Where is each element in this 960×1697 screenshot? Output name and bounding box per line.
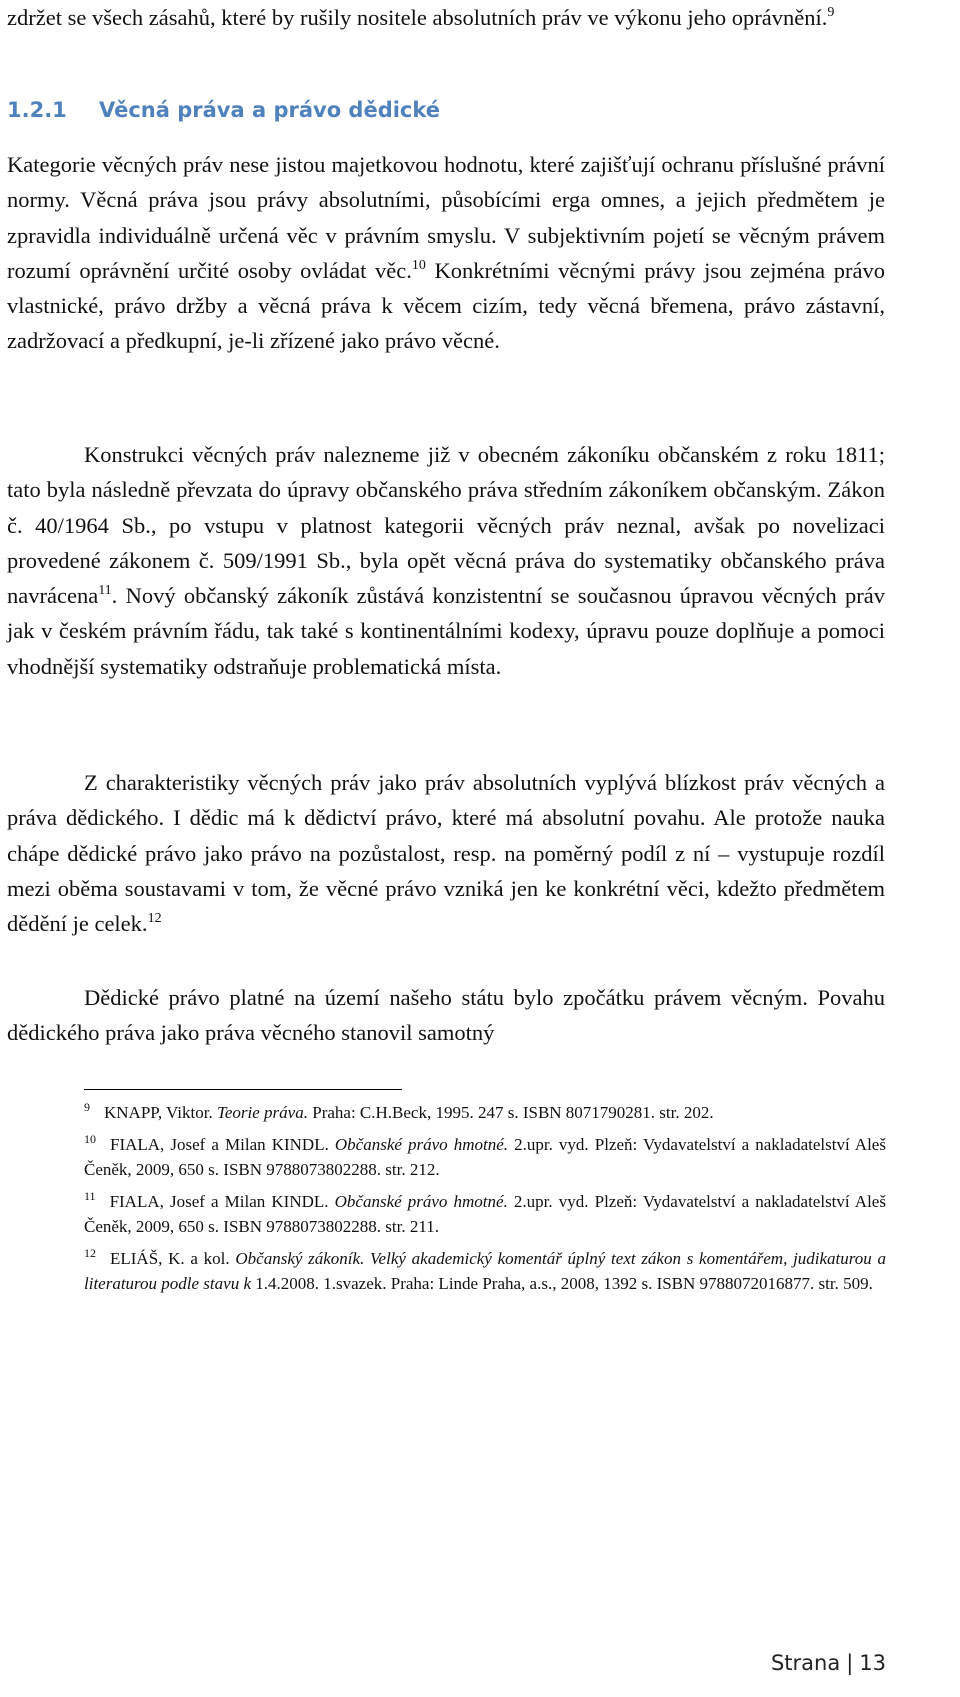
footnote-text: ELIÁŠ, K. a kol. xyxy=(110,1248,236,1268)
page-number: 13 xyxy=(859,1651,886,1675)
footnote-text: Praha: C.H.Beck, 1995. 247 s. ISBN 8071790281. str. 202. xyxy=(307,1103,714,1122)
footnote-number: 12 xyxy=(84,1245,96,1260)
footnote-number: 9 xyxy=(84,1100,90,1114)
footnote-11 xyxy=(84,1189,886,1240)
footnote-number: 10 xyxy=(84,1131,96,1146)
footnote-ref-9[interactable]: 9 xyxy=(827,5,835,20)
footnote-text: 2.upr. vyd. Plzeň: Vydavatelství a nakladatelství Aleš Čeněk, 2009, 650 s. ISBN 9788073802288. str. 212. xyxy=(84,1134,886,1179)
footnote-9 xyxy=(84,1100,886,1126)
page-label: Strana xyxy=(770,1651,841,1675)
footnote-10 xyxy=(84,1132,886,1183)
paragraph-1 xyxy=(7,147,885,359)
footnote-title: Občanské právo hmotné. xyxy=(334,1134,509,1154)
section-title: Věcná práva a právo dědické xyxy=(99,98,441,122)
footnote-number: 11 xyxy=(84,1188,96,1203)
footnote-text: FIALA, Josef a Milan KINDL. xyxy=(110,1134,335,1154)
paragraph-2-text-a: Konstrukci věcných práv nalezneme již v obecném zákoníku občanském z roku 1811; tato byla následně převzata do úpravy občanského práva středním zákoníkem občanským. Zákon č. 40/1964 Sb., po vstupu v platnost kategorii věcných práv neznal, avšak po novelizaci provedené zákonem č. 509/1991 Sb., byla opět věcná práva do systematiky občanského práva navrácena xyxy=(7,442,885,609)
section-number: 1.2.1 xyxy=(7,98,67,122)
footnote-ref-10[interactable]: 10 xyxy=(411,257,426,273)
footnote-ref-12[interactable]: 12 xyxy=(147,911,162,927)
paragraph-2 xyxy=(7,437,885,684)
intro-text: zdržet se všech zásahů, které by rušily nositele absolutních práv ve výkonu jeho oprávnění. xyxy=(7,5,828,30)
paragraph-1-text-a: Kategorie věcných práv nese jistou majetkovou hodnotu, které zajišťují ochranu příslušné právní normy. Věcná práva jsou právy absolutními, působícími erga omnes, a jejich předmětem je zpravidla individuálně určená věc v právním smyslu. V subjektivním pojetí se věcným právem rozumí oprávnění určité osoby ovládat věc. xyxy=(7,152,885,283)
footnote-12 xyxy=(84,1246,886,1297)
footnote-ref-11[interactable]: 11 xyxy=(98,583,112,599)
paragraph-3 xyxy=(7,765,885,941)
footnote-title: Teorie práva. xyxy=(216,1103,308,1122)
paragraph-4-text: Dědické právo platné na území našeho státu bylo zpočátku právem věcným. Povahu dědického práva jako práva věcného stanovil samotný xyxy=(7,985,885,1046)
footnote-text: KNAPP, Viktor. xyxy=(104,1103,217,1122)
section-heading xyxy=(7,92,440,128)
paragraph-3-text: Z charakteristiky věcných práv jako práv absolutních vyplývá blízkost práv věcných a práva dědického. I dědic má k dědictví právo, které má absolutní povahu. Ale protože nauka chápe dědické právo jako právo na pozůstalost, resp. na poměrný podíl z ní – vystupuje rozdíl mezi oběma soustavami v tom, že věcné právo vzniká jen ke konkrétní věci, kdežto předmětem dědění je celek. xyxy=(7,770,885,937)
paragraph-2-text-b: . Nový občanský zákoník zůstává konzistentní se současnou úpravou věcných práv jak v českém právním řádu, tak také s kontinentálními kodexy, úpravu pouze doplňuje a pomoci vhodnější systematiky odstraňuje problematická místa. xyxy=(7,583,885,679)
footnotes xyxy=(84,1100,886,1303)
footnote-title: Občanské právo hmotné. xyxy=(334,1191,508,1211)
footnote-text: 2.upr. vyd. Plzeň: Vydavatelství a nakladatelství Aleš Čeněk, 2009, 650 s. ISBN 9788073802288. str. 211. xyxy=(84,1191,886,1236)
footnote-separator xyxy=(84,1089,402,1090)
footnote-text: 1.4.2008. 1.svazek. Praha: Linde Praha, a.s., 2008, 1392 s. ISBN 9788072016877. str. 509. xyxy=(251,1274,873,1293)
paragraph-4 xyxy=(7,980,885,1051)
intro-paragraph xyxy=(7,0,885,35)
page-separator: | xyxy=(846,1651,854,1675)
paragraph-1-text-b: Konkrétními věcnými právy jsou zejména právo vlastnické, právo držby a věcná práva k věcem cizím, tedy věcná břemena, právo zástavní, zadržovací a předkupní, je-li zřízené jako právo věcné. xyxy=(7,257,885,354)
footnote-title: Občanský zákoník. Velký akademický komentář úplný text zákon s komentářem, judikaturou a literaturou podle stavu k xyxy=(84,1248,886,1293)
page-number-footer xyxy=(771,1648,886,1678)
footnote-text: FIALA, Josef a Milan KINDL. xyxy=(109,1191,335,1211)
